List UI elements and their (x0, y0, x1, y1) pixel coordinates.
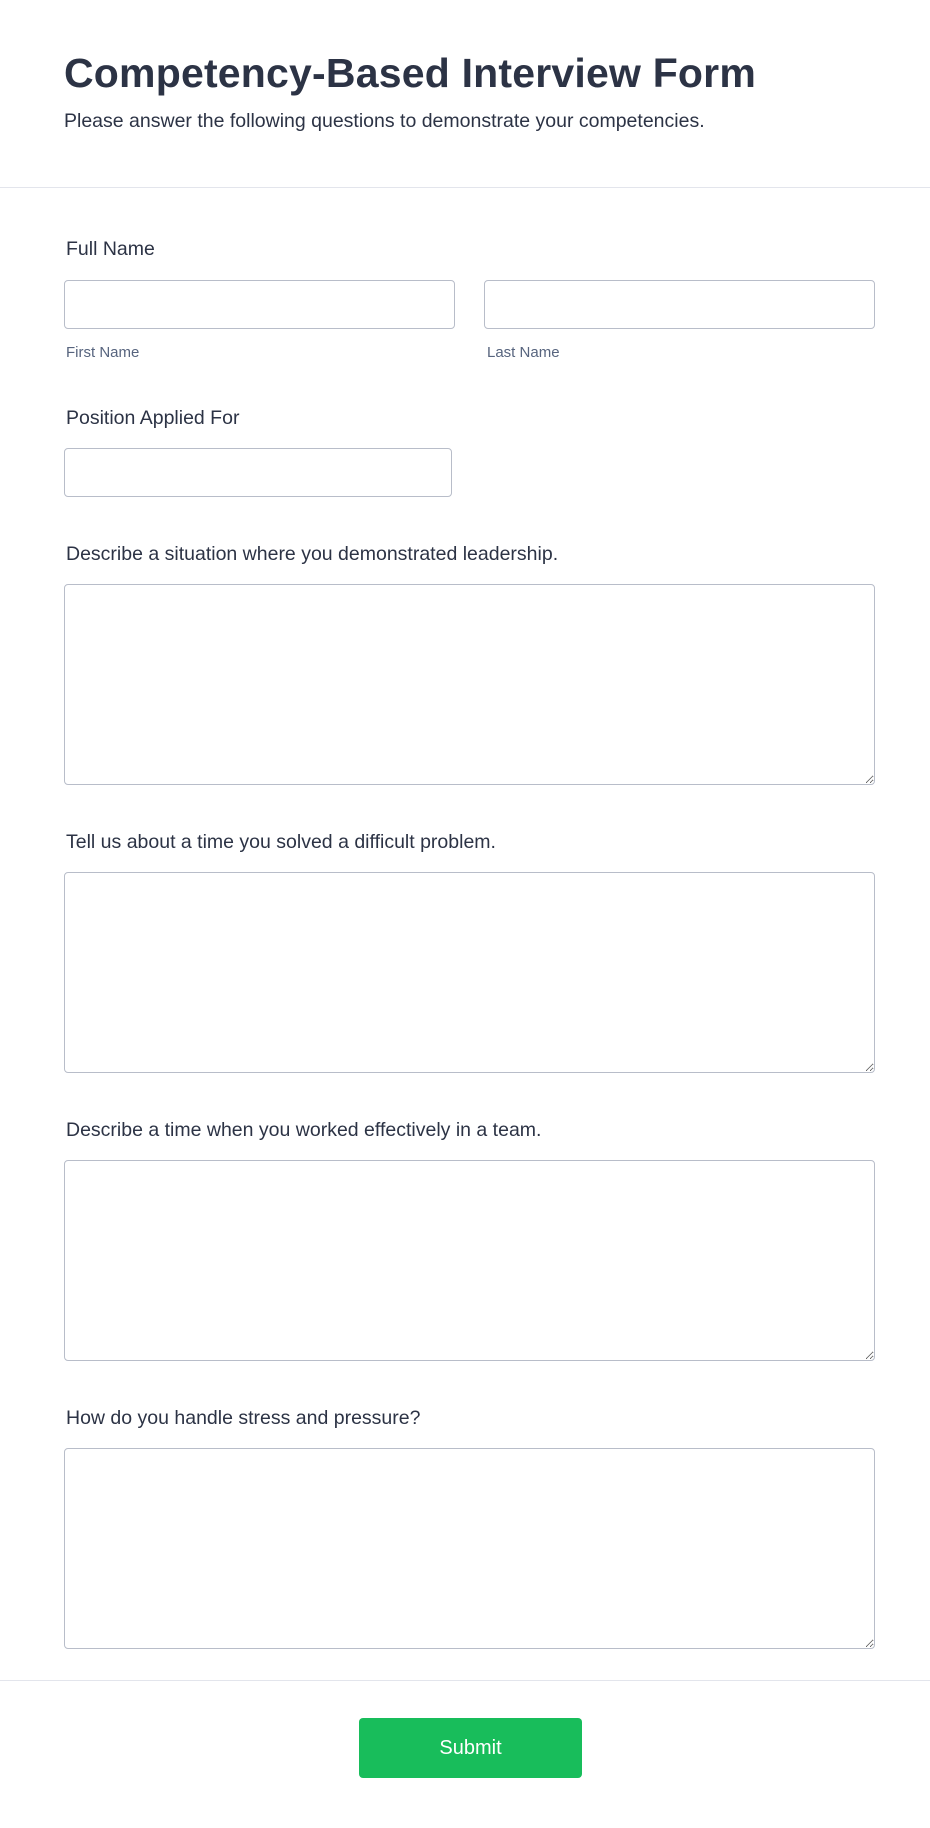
position-label: Position Applied For (66, 407, 240, 429)
full-name-label: Full Name (66, 238, 155, 260)
first-name-sublabel: First Name (66, 344, 140, 361)
form-header (0, 0, 930, 188)
form-subtitle: Please answer the following questions to demonstrate your competencies. (64, 110, 705, 132)
first-name-input[interactable] (64, 280, 455, 329)
problem-solving-question-label: Tell us about a time you solved a difficult problem. (66, 831, 496, 853)
stress-question-label: How do you handle stress and pressure? (66, 1407, 421, 1429)
leadership-answer-textarea[interactable] (64, 584, 875, 785)
position-input[interactable] (64, 448, 452, 497)
problem-solving-answer-textarea[interactable] (64, 872, 875, 1073)
teamwork-question-label: Describe a time when you worked effectively in a team. (66, 1119, 542, 1141)
form-title: Competency-Based Interview Form (64, 50, 756, 96)
last-name-sublabel: Last Name (487, 344, 560, 361)
submit-button[interactable]: Submit (359, 1718, 582, 1778)
teamwork-answer-textarea[interactable] (64, 1160, 875, 1361)
stress-answer-textarea[interactable] (64, 1448, 875, 1649)
last-name-input[interactable] (484, 280, 875, 329)
leadership-question-label: Describe a situation where you demonstrated leadership. (66, 543, 559, 565)
